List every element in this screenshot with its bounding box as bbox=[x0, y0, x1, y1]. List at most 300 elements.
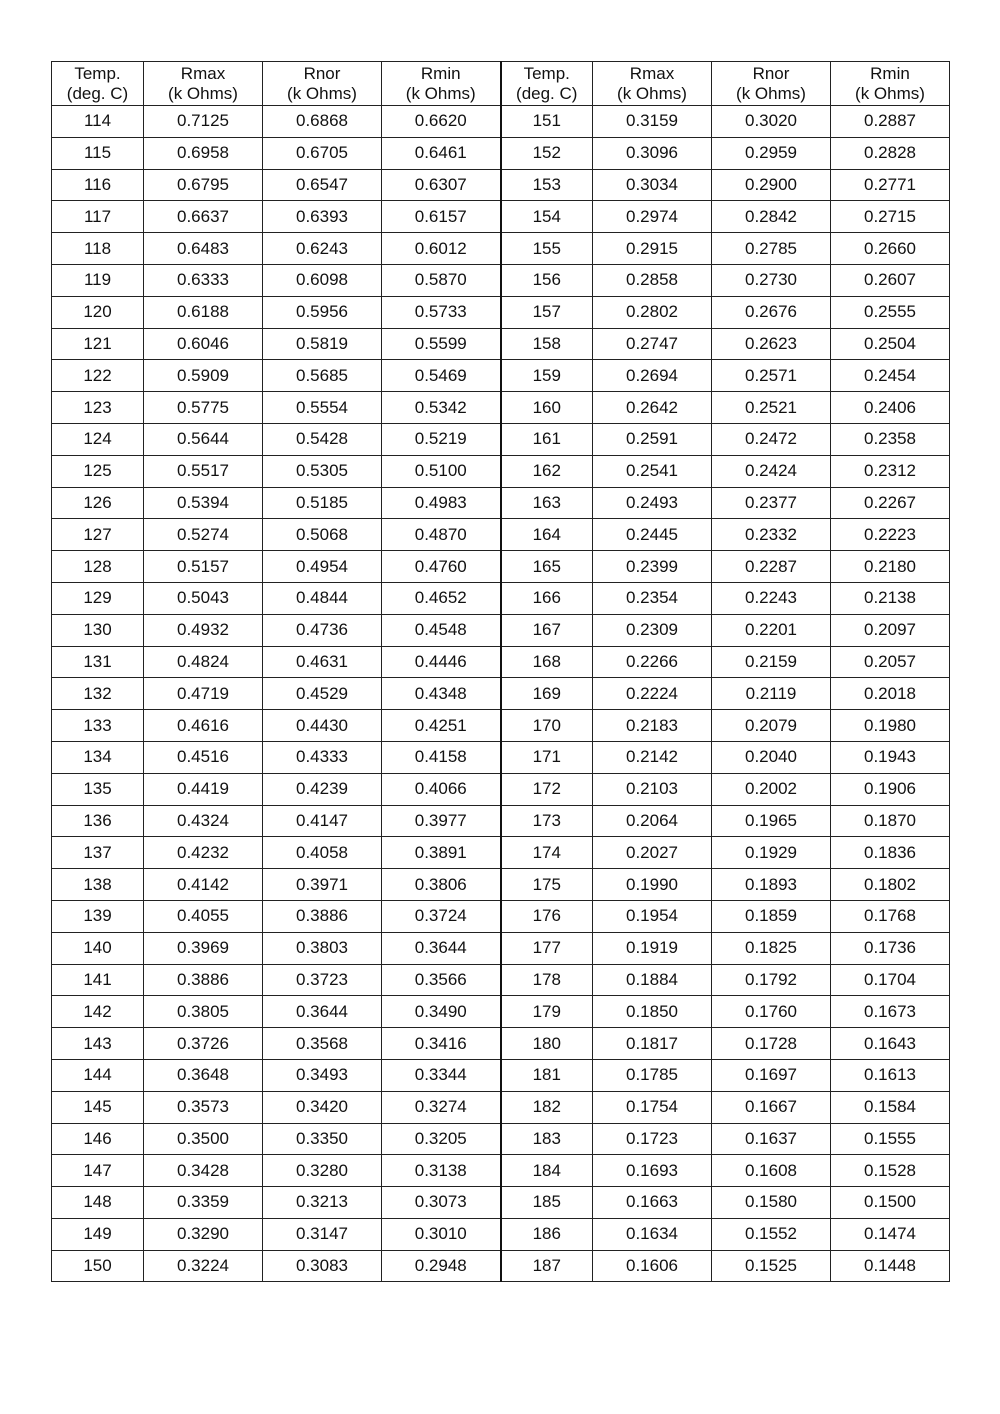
resistance-table bbox=[51, 61, 950, 1282]
cell-rnor-left: 0.4147 bbox=[263, 805, 382, 837]
cell-rnor-left: 0.3971 bbox=[263, 869, 382, 901]
cell-rmax-left: 0.5043 bbox=[144, 582, 263, 614]
table-body bbox=[52, 106, 950, 1282]
cell-rmax-right: 0.2399 bbox=[593, 551, 712, 583]
cell-rmax-right: 0.2309 bbox=[593, 614, 712, 646]
cell-rmax-right: 0.2802 bbox=[593, 296, 712, 328]
cell-rnor-right: 0.2900 bbox=[712, 169, 831, 201]
cell-temp-left: 123 bbox=[52, 392, 144, 424]
cell-temp-left: 120 bbox=[52, 296, 144, 328]
cell-rmin-left: 0.4348 bbox=[382, 678, 501, 710]
cell-rmin-left: 0.3073 bbox=[382, 1187, 501, 1219]
cell-rmax-left: 0.3500 bbox=[144, 1123, 263, 1155]
cell-rnor-left: 0.5305 bbox=[263, 455, 382, 487]
table-row bbox=[52, 678, 950, 710]
cell-rmin-left: 0.4548 bbox=[382, 614, 501, 646]
cell-rmin-left: 0.4760 bbox=[382, 551, 501, 583]
table-row bbox=[52, 805, 950, 837]
cell-rnor-left: 0.4529 bbox=[263, 678, 382, 710]
cell-temp-right: 184 bbox=[501, 1155, 593, 1187]
cell-rmin-left: 0.4251 bbox=[382, 710, 501, 742]
cell-temp-left: 148 bbox=[52, 1187, 144, 1219]
cell-temp-left: 139 bbox=[52, 900, 144, 932]
cell-temp-right: 172 bbox=[501, 773, 593, 805]
cell-rmax-right: 0.2064 bbox=[593, 805, 712, 837]
cell-rnor-right: 0.1728 bbox=[712, 1028, 831, 1060]
header-rmin-right: Rmin (k Ohms) bbox=[831, 62, 950, 106]
cell-rnor-left: 0.5819 bbox=[263, 328, 382, 360]
header-rnor-left: Rnor (k Ohms) bbox=[263, 62, 382, 106]
cell-rnor-left: 0.5185 bbox=[263, 487, 382, 519]
cell-rmin-right: 0.1943 bbox=[831, 741, 950, 773]
cell-rmin-right: 0.1980 bbox=[831, 710, 950, 742]
table-row bbox=[52, 423, 950, 455]
cell-temp-left: 138 bbox=[52, 869, 144, 901]
cell-rmin-left: 0.5219 bbox=[382, 423, 501, 455]
cell-rmax-left: 0.7125 bbox=[144, 106, 263, 138]
cell-rnor-left: 0.5428 bbox=[263, 423, 382, 455]
cell-rmin-right: 0.2504 bbox=[831, 328, 950, 360]
cell-rnor-right: 0.2730 bbox=[712, 264, 831, 296]
table-row bbox=[52, 646, 950, 678]
cell-temp-right: 159 bbox=[501, 360, 593, 392]
cell-rmin-right: 0.2180 bbox=[831, 551, 950, 583]
cell-temp-right: 180 bbox=[501, 1028, 593, 1060]
cell-rmax-right: 0.2974 bbox=[593, 201, 712, 233]
table-row bbox=[52, 1091, 950, 1123]
cell-rnor-left: 0.4844 bbox=[263, 582, 382, 614]
cell-temp-left: 145 bbox=[52, 1091, 144, 1123]
cell-rmax-left: 0.6483 bbox=[144, 233, 263, 265]
cell-rmin-left: 0.3138 bbox=[382, 1155, 501, 1187]
table-row bbox=[52, 1187, 950, 1219]
cell-rmax-left: 0.5274 bbox=[144, 519, 263, 551]
cell-rmax-left: 0.3224 bbox=[144, 1250, 263, 1282]
cell-rmax-right: 0.3159 bbox=[593, 106, 712, 138]
cell-rmax-left: 0.5909 bbox=[144, 360, 263, 392]
cell-rmax-right: 0.1954 bbox=[593, 900, 712, 932]
cell-rnor-left: 0.5685 bbox=[263, 360, 382, 392]
cell-temp-right: 175 bbox=[501, 869, 593, 901]
cell-rnor-right: 0.1760 bbox=[712, 996, 831, 1028]
cell-rmax-left: 0.5775 bbox=[144, 392, 263, 424]
cell-temp-right: 176 bbox=[501, 900, 593, 932]
cell-rnor-right: 0.2623 bbox=[712, 328, 831, 360]
cell-temp-right: 167 bbox=[501, 614, 593, 646]
cell-temp-left: 146 bbox=[52, 1123, 144, 1155]
cell-temp-right: 185 bbox=[501, 1187, 593, 1219]
cell-rmax-left: 0.6795 bbox=[144, 169, 263, 201]
cell-rmin-right: 0.1500 bbox=[831, 1187, 950, 1219]
cell-rmin-left: 0.3205 bbox=[382, 1123, 501, 1155]
cell-rmin-left: 0.2948 bbox=[382, 1250, 501, 1282]
cell-rnor-left: 0.3213 bbox=[263, 1187, 382, 1219]
table-row bbox=[52, 773, 950, 805]
cell-rmax-left: 0.5157 bbox=[144, 551, 263, 583]
cell-rmax-left: 0.6333 bbox=[144, 264, 263, 296]
cell-rmax-left: 0.3886 bbox=[144, 964, 263, 996]
cell-rnor-right: 0.2243 bbox=[712, 582, 831, 614]
cell-rnor-left: 0.3420 bbox=[263, 1091, 382, 1123]
cell-rmin-right: 0.1555 bbox=[831, 1123, 950, 1155]
table-row bbox=[52, 837, 950, 869]
cell-rmax-right: 0.1663 bbox=[593, 1187, 712, 1219]
cell-rmin-left: 0.3010 bbox=[382, 1218, 501, 1250]
cell-rmin-left: 0.4983 bbox=[382, 487, 501, 519]
table-row bbox=[52, 1059, 950, 1091]
cell-rnor-left: 0.3723 bbox=[263, 964, 382, 996]
cell-rmin-left: 0.6620 bbox=[382, 106, 501, 138]
cell-temp-left: 116 bbox=[52, 169, 144, 201]
cell-rnor-left: 0.4239 bbox=[263, 773, 382, 805]
cell-rmin-right: 0.1528 bbox=[831, 1155, 950, 1187]
cell-temp-right: 182 bbox=[501, 1091, 593, 1123]
table-row bbox=[52, 1028, 950, 1060]
cell-rmax-left: 0.4324 bbox=[144, 805, 263, 837]
cell-rnor-left: 0.4631 bbox=[263, 646, 382, 678]
cell-rmin-right: 0.2358 bbox=[831, 423, 950, 455]
cell-temp-left: 124 bbox=[52, 423, 144, 455]
header-temp-right: Temp. (deg. C) bbox=[501, 62, 593, 106]
cell-rmin-right: 0.2771 bbox=[831, 169, 950, 201]
cell-rmin-left: 0.3644 bbox=[382, 932, 501, 964]
table-row bbox=[52, 614, 950, 646]
cell-temp-left: 126 bbox=[52, 487, 144, 519]
cell-rnor-right: 0.2785 bbox=[712, 233, 831, 265]
cell-rmax-left: 0.4232 bbox=[144, 837, 263, 869]
table-row bbox=[52, 360, 950, 392]
cell-rmax-right: 0.3034 bbox=[593, 169, 712, 201]
cell-temp-left: 131 bbox=[52, 646, 144, 678]
cell-rnor-left: 0.3886 bbox=[263, 900, 382, 932]
cell-rmax-right: 0.1723 bbox=[593, 1123, 712, 1155]
cell-temp-left: 118 bbox=[52, 233, 144, 265]
header-temp-left: Temp. (deg. C) bbox=[52, 62, 144, 106]
cell-rmin-right: 0.2223 bbox=[831, 519, 950, 551]
cell-rmin-left: 0.3274 bbox=[382, 1091, 501, 1123]
table-row bbox=[52, 1123, 950, 1155]
cell-temp-left: 119 bbox=[52, 264, 144, 296]
cell-rmax-right: 0.1634 bbox=[593, 1218, 712, 1250]
cell-temp-left: 136 bbox=[52, 805, 144, 837]
cell-temp-right: 173 bbox=[501, 805, 593, 837]
cell-rmin-right: 0.1474 bbox=[831, 1218, 950, 1250]
cell-rnor-left: 0.6547 bbox=[263, 169, 382, 201]
cell-rnor-right: 0.2571 bbox=[712, 360, 831, 392]
table-row bbox=[52, 1250, 950, 1282]
cell-rnor-right: 0.2959 bbox=[712, 137, 831, 169]
table-row bbox=[52, 996, 950, 1028]
cell-temp-right: 154 bbox=[501, 201, 593, 233]
cell-rmax-right: 0.2642 bbox=[593, 392, 712, 424]
cell-rmin-left: 0.3416 bbox=[382, 1028, 501, 1060]
cell-rnor-right: 0.1525 bbox=[712, 1250, 831, 1282]
cell-rmin-left: 0.6307 bbox=[382, 169, 501, 201]
header-rmin-left: Rmin (k Ohms) bbox=[382, 62, 501, 106]
cell-rmin-left: 0.5599 bbox=[382, 328, 501, 360]
cell-rmin-left: 0.4652 bbox=[382, 582, 501, 614]
cell-rnor-right: 0.1608 bbox=[712, 1155, 831, 1187]
cell-temp-right: 186 bbox=[501, 1218, 593, 1250]
cell-rmax-right: 0.1785 bbox=[593, 1059, 712, 1091]
cell-rmin-left: 0.3344 bbox=[382, 1059, 501, 1091]
cell-rnor-left: 0.3280 bbox=[263, 1155, 382, 1187]
cell-temp-right: 163 bbox=[501, 487, 593, 519]
cell-rnor-right: 0.2159 bbox=[712, 646, 831, 678]
cell-rnor-right: 0.1697 bbox=[712, 1059, 831, 1091]
cell-rmax-left: 0.5644 bbox=[144, 423, 263, 455]
cell-rmin-right: 0.2607 bbox=[831, 264, 950, 296]
cell-rnor-right: 0.2287 bbox=[712, 551, 831, 583]
table-row bbox=[52, 519, 950, 551]
cell-rnor-left: 0.3568 bbox=[263, 1028, 382, 1060]
cell-rmax-left: 0.4616 bbox=[144, 710, 263, 742]
table-row bbox=[52, 392, 950, 424]
cell-rnor-right: 0.1792 bbox=[712, 964, 831, 996]
cell-rmin-left: 0.5733 bbox=[382, 296, 501, 328]
cell-rnor-left: 0.5068 bbox=[263, 519, 382, 551]
table-row bbox=[52, 455, 950, 487]
cell-rnor-left: 0.4058 bbox=[263, 837, 382, 869]
cell-temp-left: 114 bbox=[52, 106, 144, 138]
cell-temp-right: 168 bbox=[501, 646, 593, 678]
cell-temp-right: 165 bbox=[501, 551, 593, 583]
cell-rmax-right: 0.1850 bbox=[593, 996, 712, 1028]
cell-rmin-left: 0.3566 bbox=[382, 964, 501, 996]
cell-temp-right: 183 bbox=[501, 1123, 593, 1155]
cell-rmax-left: 0.4719 bbox=[144, 678, 263, 710]
table-row bbox=[52, 169, 950, 201]
cell-rmax-right: 0.1919 bbox=[593, 932, 712, 964]
cell-rmin-right: 0.2018 bbox=[831, 678, 950, 710]
cell-temp-right: 161 bbox=[501, 423, 593, 455]
cell-rmin-left: 0.5100 bbox=[382, 455, 501, 487]
cell-rmin-right: 0.1736 bbox=[831, 932, 950, 964]
cell-temp-right: 169 bbox=[501, 678, 593, 710]
cell-rmin-left: 0.3977 bbox=[382, 805, 501, 837]
cell-rnor-left: 0.4736 bbox=[263, 614, 382, 646]
cell-rmax-right: 0.2915 bbox=[593, 233, 712, 265]
cell-rmin-left: 0.4066 bbox=[382, 773, 501, 805]
cell-rmax-left: 0.6046 bbox=[144, 328, 263, 360]
cell-rnor-right: 0.2842 bbox=[712, 201, 831, 233]
cell-temp-left: 141 bbox=[52, 964, 144, 996]
table-row bbox=[52, 487, 950, 519]
cell-rmax-left: 0.6637 bbox=[144, 201, 263, 233]
cell-temp-right: 152 bbox=[501, 137, 593, 169]
cell-rmin-right: 0.1448 bbox=[831, 1250, 950, 1282]
cell-rmin-right: 0.2887 bbox=[831, 106, 950, 138]
cell-temp-right: 179 bbox=[501, 996, 593, 1028]
cell-temp-left: 117 bbox=[52, 201, 144, 233]
cell-rmax-left: 0.5517 bbox=[144, 455, 263, 487]
cell-rnor-right: 0.1580 bbox=[712, 1187, 831, 1219]
cell-rmin-left: 0.3891 bbox=[382, 837, 501, 869]
cell-rmax-right: 0.1606 bbox=[593, 1250, 712, 1282]
table-row bbox=[52, 233, 950, 265]
cell-rmax-right: 0.1754 bbox=[593, 1091, 712, 1123]
cell-rmax-right: 0.2183 bbox=[593, 710, 712, 742]
cell-rnor-left: 0.4333 bbox=[263, 741, 382, 773]
cell-temp-left: 135 bbox=[52, 773, 144, 805]
table-row bbox=[52, 137, 950, 169]
table-row bbox=[52, 741, 950, 773]
cell-rmax-left: 0.3805 bbox=[144, 996, 263, 1028]
cell-temp-right: 166 bbox=[501, 582, 593, 614]
cell-rnor-right: 0.2119 bbox=[712, 678, 831, 710]
cell-rmax-right: 0.1693 bbox=[593, 1155, 712, 1187]
cell-rmin-right: 0.1870 bbox=[831, 805, 950, 837]
cell-rnor-right: 0.2424 bbox=[712, 455, 831, 487]
cell-rnor-right: 0.2002 bbox=[712, 773, 831, 805]
cell-rmin-left: 0.5469 bbox=[382, 360, 501, 392]
cell-rnor-right: 0.2472 bbox=[712, 423, 831, 455]
cell-rnor-right: 0.2079 bbox=[712, 710, 831, 742]
cell-temp-right: 181 bbox=[501, 1059, 593, 1091]
cell-rmin-right: 0.2267 bbox=[831, 487, 950, 519]
cell-temp-left: 137 bbox=[52, 837, 144, 869]
table-row bbox=[52, 932, 950, 964]
cell-temp-right: 155 bbox=[501, 233, 593, 265]
cell-temp-left: 122 bbox=[52, 360, 144, 392]
table-row bbox=[52, 296, 950, 328]
cell-rmax-left: 0.4142 bbox=[144, 869, 263, 901]
cell-rnor-left: 0.6705 bbox=[263, 137, 382, 169]
cell-rmin-right: 0.1584 bbox=[831, 1091, 950, 1123]
cell-rnor-left: 0.4430 bbox=[263, 710, 382, 742]
cell-temp-left: 121 bbox=[52, 328, 144, 360]
cell-rmin-right: 0.2828 bbox=[831, 137, 950, 169]
table-row bbox=[52, 551, 950, 583]
table-row bbox=[52, 900, 950, 932]
table-row bbox=[52, 869, 950, 901]
cell-rmin-right: 0.2454 bbox=[831, 360, 950, 392]
cell-temp-left: 132 bbox=[52, 678, 144, 710]
header-rmax-left: Rmax (k Ohms) bbox=[144, 62, 263, 106]
cell-temp-right: 160 bbox=[501, 392, 593, 424]
cell-rnor-left: 0.6393 bbox=[263, 201, 382, 233]
cell-temp-left: 130 bbox=[52, 614, 144, 646]
cell-rmax-left: 0.3290 bbox=[144, 1218, 263, 1250]
cell-rmax-right: 0.3096 bbox=[593, 137, 712, 169]
cell-rnor-left: 0.6868 bbox=[263, 106, 382, 138]
cell-rmax-right: 0.2266 bbox=[593, 646, 712, 678]
cell-temp-left: 128 bbox=[52, 551, 144, 583]
cell-rmin-right: 0.2312 bbox=[831, 455, 950, 487]
cell-temp-left: 140 bbox=[52, 932, 144, 964]
cell-rnor-right: 0.1929 bbox=[712, 837, 831, 869]
table-row bbox=[52, 710, 950, 742]
cell-rmax-left: 0.4824 bbox=[144, 646, 263, 678]
cell-rnor-right: 0.3020 bbox=[712, 106, 831, 138]
cell-rnor-left: 0.3350 bbox=[263, 1123, 382, 1155]
cell-temp-left: 127 bbox=[52, 519, 144, 551]
cell-temp-right: 164 bbox=[501, 519, 593, 551]
cell-temp-right: 174 bbox=[501, 837, 593, 869]
cell-rmax-right: 0.2103 bbox=[593, 773, 712, 805]
cell-rmin-right: 0.2057 bbox=[831, 646, 950, 678]
cell-rmax-left: 0.4055 bbox=[144, 900, 263, 932]
cell-rmax-right: 0.2747 bbox=[593, 328, 712, 360]
cell-rmin-right: 0.1613 bbox=[831, 1059, 950, 1091]
cell-temp-left: 142 bbox=[52, 996, 144, 1028]
cell-rmax-left: 0.6958 bbox=[144, 137, 263, 169]
cell-rnor-right: 0.1667 bbox=[712, 1091, 831, 1123]
cell-rmin-right: 0.1673 bbox=[831, 996, 950, 1028]
cell-rmax-right: 0.2142 bbox=[593, 741, 712, 773]
cell-temp-right: 171 bbox=[501, 741, 593, 773]
cell-rnor-left: 0.3083 bbox=[263, 1250, 382, 1282]
cell-rmin-right: 0.1643 bbox=[831, 1028, 950, 1060]
cell-rmax-left: 0.3969 bbox=[144, 932, 263, 964]
cell-rmin-right: 0.2555 bbox=[831, 296, 950, 328]
cell-rmax-left: 0.5394 bbox=[144, 487, 263, 519]
cell-rnor-left: 0.5554 bbox=[263, 392, 382, 424]
cell-rmin-right: 0.2138 bbox=[831, 582, 950, 614]
cell-rmax-left: 0.3648 bbox=[144, 1059, 263, 1091]
header-row bbox=[52, 62, 950, 106]
cell-temp-right: 153 bbox=[501, 169, 593, 201]
cell-temp-right: 157 bbox=[501, 296, 593, 328]
cell-rnor-right: 0.1965 bbox=[712, 805, 831, 837]
cell-rmin-right: 0.1836 bbox=[831, 837, 950, 869]
cell-rmin-left: 0.3490 bbox=[382, 996, 501, 1028]
table-row bbox=[52, 106, 950, 138]
table-row bbox=[52, 264, 950, 296]
cell-rmin-right: 0.1768 bbox=[831, 900, 950, 932]
cell-temp-right: 178 bbox=[501, 964, 593, 996]
cell-rmin-left: 0.6461 bbox=[382, 137, 501, 169]
cell-rmax-right: 0.2354 bbox=[593, 582, 712, 614]
cell-rnor-left: 0.3644 bbox=[263, 996, 382, 1028]
cell-rmin-right: 0.1906 bbox=[831, 773, 950, 805]
cell-temp-left: 150 bbox=[52, 1250, 144, 1282]
cell-rnor-right: 0.2676 bbox=[712, 296, 831, 328]
cell-temp-left: 143 bbox=[52, 1028, 144, 1060]
cell-rmin-left: 0.4158 bbox=[382, 741, 501, 773]
cell-rmin-left: 0.4446 bbox=[382, 646, 501, 678]
cell-temp-right: 156 bbox=[501, 264, 593, 296]
cell-temp-left: 134 bbox=[52, 741, 144, 773]
cell-rmax-right: 0.2591 bbox=[593, 423, 712, 455]
cell-temp-left: 149 bbox=[52, 1218, 144, 1250]
header-rmax-right: Rmax (k Ohms) bbox=[593, 62, 712, 106]
cell-rmax-right: 0.2541 bbox=[593, 455, 712, 487]
cell-rmax-right: 0.1817 bbox=[593, 1028, 712, 1060]
table-row bbox=[52, 201, 950, 233]
cell-rmax-left: 0.3726 bbox=[144, 1028, 263, 1060]
cell-rmin-left: 0.5342 bbox=[382, 392, 501, 424]
cell-temp-left: 133 bbox=[52, 710, 144, 742]
cell-rmin-left: 0.4870 bbox=[382, 519, 501, 551]
cell-rmax-left: 0.3359 bbox=[144, 1187, 263, 1219]
table-row bbox=[52, 328, 950, 360]
cell-temp-right: 151 bbox=[501, 106, 593, 138]
cell-rnor-right: 0.2201 bbox=[712, 614, 831, 646]
cell-temp-left: 147 bbox=[52, 1155, 144, 1187]
cell-rnor-left: 0.3493 bbox=[263, 1059, 382, 1091]
cell-rmin-right: 0.1704 bbox=[831, 964, 950, 996]
cell-rnor-right: 0.2332 bbox=[712, 519, 831, 551]
cell-temp-left: 115 bbox=[52, 137, 144, 169]
cell-temp-right: 158 bbox=[501, 328, 593, 360]
cell-rmax-left: 0.4419 bbox=[144, 773, 263, 805]
cell-temp-left: 144 bbox=[52, 1059, 144, 1091]
cell-rnor-left: 0.6098 bbox=[263, 264, 382, 296]
cell-temp-left: 129 bbox=[52, 582, 144, 614]
cell-rmax-left: 0.4516 bbox=[144, 741, 263, 773]
table-row bbox=[52, 582, 950, 614]
